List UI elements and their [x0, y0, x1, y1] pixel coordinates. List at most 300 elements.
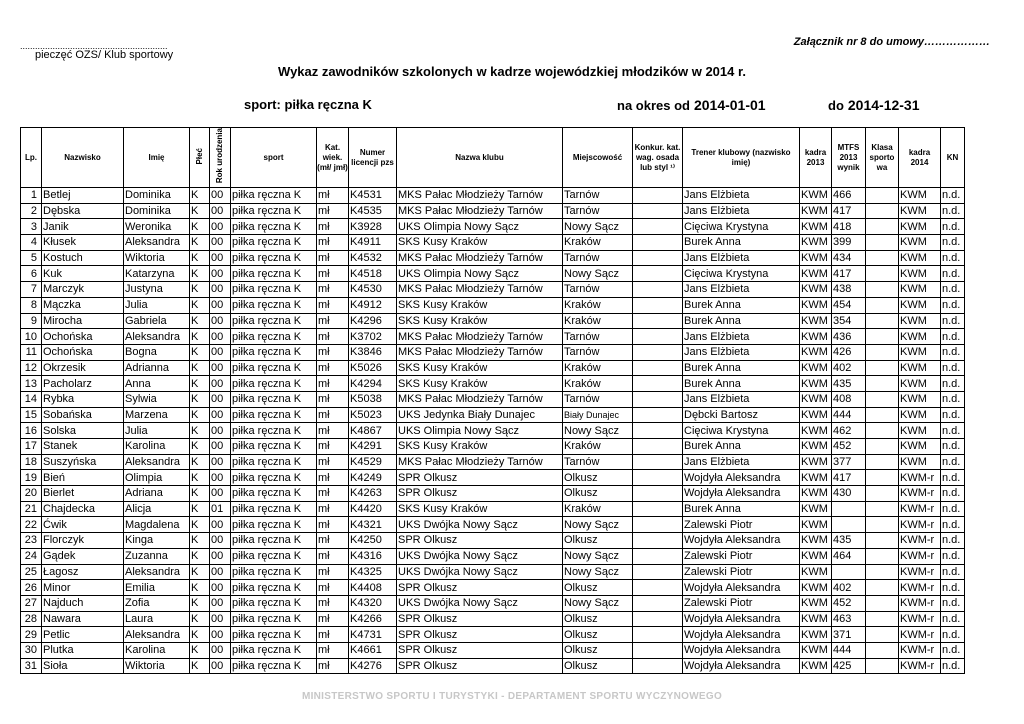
- cell-miejscowosc: Nowy Sącz: [563, 548, 633, 564]
- cell-mtfs: 426: [832, 344, 866, 360]
- cell-licencja: K4294: [349, 376, 397, 392]
- cell-plec: K: [190, 329, 210, 345]
- cell-kat: mł: [317, 219, 349, 235]
- cell-plec: K: [190, 407, 210, 423]
- cell-nazwisko: Rybka: [42, 391, 124, 407]
- cell-plec: K: [190, 391, 210, 407]
- cell-nazwisko: Betlej: [42, 188, 124, 204]
- cell-kn: n.d.: [941, 250, 965, 266]
- col-trener: Trener klubowy (nazwisko imię): [683, 128, 800, 188]
- cell-plec: K: [190, 219, 210, 235]
- cell-kn: n.d.: [941, 658, 965, 674]
- annex-label: Załącznik nr 8 do umowy………………: [793, 36, 990, 48]
- cell-rok: 00: [210, 470, 231, 486]
- cell-konkur: [633, 548, 683, 564]
- cell-mtfs: [832, 564, 866, 580]
- cell-imie: Emilia: [124, 580, 190, 596]
- cell-lp: 29: [21, 627, 42, 643]
- cell-lp: 6: [21, 266, 42, 282]
- cell-mtfs: 436: [832, 329, 866, 345]
- cell-nazwisko: Marczyk: [42, 282, 124, 298]
- cell-plec: K: [190, 423, 210, 439]
- cell-konkur: [633, 423, 683, 439]
- cell-klub: SPR Olkusz: [397, 611, 563, 627]
- cell-sport: piłka ręczna K: [231, 282, 317, 298]
- cell-plec: K: [190, 439, 210, 455]
- cell-lp: 15: [21, 407, 42, 423]
- cell-kat: mł: [317, 642, 349, 658]
- period-to-label: do: [828, 98, 844, 113]
- cell-rok: 00: [210, 627, 231, 643]
- cell-kn: n.d.: [941, 313, 965, 329]
- cell-lp: 11: [21, 344, 42, 360]
- cell-kn: n.d.: [941, 642, 965, 658]
- cell-miejscowosc: Nowy Sącz: [563, 423, 633, 439]
- cell-rok: 00: [210, 376, 231, 392]
- cell-nazwisko: Stanek: [42, 439, 124, 455]
- cell-kat: mł: [317, 501, 349, 517]
- cell-konkur: [633, 642, 683, 658]
- cell-konkur: [633, 407, 683, 423]
- cell-kat: mł: [317, 188, 349, 204]
- cell-sport: piłka ręczna K: [231, 439, 317, 455]
- cell-licencja: K4263: [349, 486, 397, 502]
- cell-klub: SKS Kusy Kraków: [397, 376, 563, 392]
- cell-kat: mł: [317, 454, 349, 470]
- cell-konkur: [633, 517, 683, 533]
- cell-imie: Karolina: [124, 439, 190, 455]
- cell-kadra2014: KWM: [899, 266, 941, 282]
- cell-nazwisko: Suszyńska: [42, 454, 124, 470]
- cell-sport: piłka ręczna K: [231, 548, 317, 564]
- cell-kadra2013: KWM: [800, 250, 832, 266]
- cell-imie: Zuzanna: [124, 548, 190, 564]
- cell-mtfs: 464: [832, 548, 866, 564]
- cell-trener: Jans Elżbieta: [683, 188, 800, 204]
- cell-klasa: [866, 642, 899, 658]
- cell-sport: piłka ręczna K: [231, 501, 317, 517]
- cell-mtfs: 434: [832, 250, 866, 266]
- cell-plec: K: [190, 282, 210, 298]
- cell-kn: n.d.: [941, 407, 965, 423]
- cell-klasa: [866, 188, 899, 204]
- cell-plec: K: [190, 313, 210, 329]
- cell-kn: n.d.: [941, 486, 965, 502]
- cell-mtfs: 377: [832, 454, 866, 470]
- cell-trener: Wojdyła Aleksandra: [683, 658, 800, 674]
- table-row: [21, 344, 965, 360]
- cell-licencja: K5038: [349, 391, 397, 407]
- cell-kadra2014: KWM: [899, 407, 941, 423]
- cell-sport: piłka ręczna K: [231, 344, 317, 360]
- cell-kadra2014: KWM-r: [899, 564, 941, 580]
- cell-konkur: [633, 235, 683, 251]
- cell-licencja: K3846: [349, 344, 397, 360]
- cell-sport: piłka ręczna K: [231, 297, 317, 313]
- stamp-dotted-line: ...........................................................: [20, 41, 168, 51]
- cell-sport: piłka ręczna K: [231, 533, 317, 549]
- cell-konkur: [633, 595, 683, 611]
- sport-label: sport: piłka ręczna K: [244, 97, 372, 112]
- cell-kat: mł: [317, 313, 349, 329]
- cell-kadra2014: KWM: [899, 250, 941, 266]
- cell-kn: n.d.: [941, 564, 965, 580]
- cell-plec: K: [190, 595, 210, 611]
- cell-miejscowosc: Nowy Sącz: [563, 266, 633, 282]
- cell-lp: 19: [21, 470, 42, 486]
- cell-rok: 00: [210, 407, 231, 423]
- cell-trener: Burek Anna: [683, 501, 800, 517]
- cell-kn: n.d.: [941, 282, 965, 298]
- cell-klasa: [866, 423, 899, 439]
- col-rok-label: Rok urodzenia: [215, 128, 224, 184]
- cell-kat: mł: [317, 250, 349, 266]
- cell-kadra2013: KWM: [800, 533, 832, 549]
- cell-imie: Dominika: [124, 188, 190, 204]
- table-row: [21, 391, 965, 407]
- cell-kadra2013: KWM: [800, 188, 832, 204]
- cell-kn: n.d.: [941, 391, 965, 407]
- cell-kadra2013: KWM: [800, 611, 832, 627]
- cell-kn: n.d.: [941, 517, 965, 533]
- cell-imie: Wiktoria: [124, 658, 190, 674]
- cell-kadra2013: KWM: [800, 548, 832, 564]
- cell-licencja: K4731: [349, 627, 397, 643]
- cell-mtfs: 444: [832, 642, 866, 658]
- cell-konkur: [633, 533, 683, 549]
- period-to: [828, 97, 920, 113]
- table-row: [21, 423, 965, 439]
- cell-trener: Wojdyła Aleksandra: [683, 611, 800, 627]
- cell-nazwisko: Ćwik: [42, 517, 124, 533]
- col-imie: Imię: [124, 128, 190, 188]
- cell-rok: 00: [210, 517, 231, 533]
- cell-klub: SPR Olkusz: [397, 642, 563, 658]
- cell-trener: Dębcki Bartosz: [683, 407, 800, 423]
- table-row: [21, 250, 965, 266]
- cell-kn: n.d.: [941, 329, 965, 345]
- cell-klub: MKS Pałac Młodzieży Tarnów: [397, 282, 563, 298]
- cell-rok: 00: [210, 642, 231, 658]
- cell-kadra2013: KWM: [800, 235, 832, 251]
- table-row: [21, 658, 965, 674]
- cell-kadra2014: KWM: [899, 282, 941, 298]
- cell-konkur: [633, 470, 683, 486]
- cell-nazwisko: Florczyk: [42, 533, 124, 549]
- cell-kat: mł: [317, 282, 349, 298]
- cell-plec: K: [190, 297, 210, 313]
- cell-klub: UKS Dwójka Nowy Sącz: [397, 517, 563, 533]
- cell-miejscowosc: Kraków: [563, 376, 633, 392]
- cell-kn: n.d.: [941, 266, 965, 282]
- cell-rok: 00: [210, 266, 231, 282]
- cell-klub: SPR Olkusz: [397, 580, 563, 596]
- cell-konkur: [633, 203, 683, 219]
- cell-trener: Jans Elżbieta: [683, 454, 800, 470]
- cell-lp: 26: [21, 580, 42, 596]
- cell-imie: Adriana: [124, 486, 190, 502]
- cell-kat: mł: [317, 627, 349, 643]
- cell-licencja: K4266: [349, 611, 397, 627]
- table-row: [21, 266, 965, 282]
- cell-klasa: [866, 548, 899, 564]
- cell-kat: mł: [317, 391, 349, 407]
- cell-lp: 27: [21, 595, 42, 611]
- cell-rok: 00: [210, 391, 231, 407]
- cell-nazwisko: Mirocha: [42, 313, 124, 329]
- cell-kadra2014: KWM-r: [899, 595, 941, 611]
- cell-klasa: [866, 282, 899, 298]
- cell-kat: mł: [317, 564, 349, 580]
- cell-kn: n.d.: [941, 188, 965, 204]
- col-kn: KN: [941, 128, 965, 188]
- cell-plec: K: [190, 642, 210, 658]
- cell-kn: n.d.: [941, 297, 965, 313]
- cell-licencja: K4321: [349, 517, 397, 533]
- cell-rok: 00: [210, 486, 231, 502]
- period-from-label: na okres od: [617, 98, 690, 113]
- cell-licencja: K5026: [349, 360, 397, 376]
- cell-nazwisko: Bień: [42, 470, 124, 486]
- cell-klub: MKS Pałac Młodzieży Tarnów: [397, 344, 563, 360]
- col-miejscowosc: Miejscowość: [563, 128, 633, 188]
- cell-imie: Zofia: [124, 595, 190, 611]
- cell-miejscowosc: Tarnów: [563, 329, 633, 345]
- cell-sport: piłka ręczna K: [231, 642, 317, 658]
- cell-licencja: K3928: [349, 219, 397, 235]
- cell-sport: piłka ręczna K: [231, 203, 317, 219]
- cell-kadra2013: KWM: [800, 391, 832, 407]
- cell-kadra2014: KWM-r: [899, 658, 941, 674]
- cell-kn: n.d.: [941, 533, 965, 549]
- cell-lp: 12: [21, 360, 42, 376]
- cell-klasa: [866, 627, 899, 643]
- cell-plec: K: [190, 658, 210, 674]
- cell-miejscowosc: Olkusz: [563, 580, 633, 596]
- cell-kat: mł: [317, 329, 349, 345]
- cell-rok: 00: [210, 313, 231, 329]
- cell-plec: K: [190, 203, 210, 219]
- cell-miejscowosc: Olkusz: [563, 486, 633, 502]
- cell-miejscowosc: Kraków: [563, 501, 633, 517]
- cell-klasa: [866, 360, 899, 376]
- cell-lp: 24: [21, 548, 42, 564]
- cell-klasa: [866, 313, 899, 329]
- cell-kat: mł: [317, 548, 349, 564]
- cell-kadra2014: KWM-r: [899, 517, 941, 533]
- cell-kadra2013: KWM: [800, 627, 832, 643]
- cell-plec: K: [190, 235, 210, 251]
- cell-kn: n.d.: [941, 595, 965, 611]
- cell-licencja: K4532: [349, 250, 397, 266]
- cell-kadra2013: KWM: [800, 329, 832, 345]
- cell-kadra2014: KWM: [899, 423, 941, 439]
- cell-trener: Cięciwa Krystyna: [683, 423, 800, 439]
- cell-miejscowosc: Tarnów: [563, 282, 633, 298]
- cell-plec: K: [190, 470, 210, 486]
- cell-kat: mł: [317, 407, 349, 423]
- cell-miejscowosc: Olkusz: [563, 533, 633, 549]
- cell-kn: n.d.: [941, 611, 965, 627]
- cell-klub: UKS Olimpia Nowy Sącz: [397, 266, 563, 282]
- cell-konkur: [633, 564, 683, 580]
- cell-imie: Aleksandra: [124, 329, 190, 345]
- cell-kadra2014: KWM: [899, 391, 941, 407]
- cell-klasa: [866, 470, 899, 486]
- cell-mtfs: 444: [832, 407, 866, 423]
- col-nazwisko: Nazwisko: [42, 128, 124, 188]
- cell-rok: 00: [210, 297, 231, 313]
- cell-kn: n.d.: [941, 627, 965, 643]
- cell-miejscowosc: Olkusz: [563, 470, 633, 486]
- cell-konkur: [633, 282, 683, 298]
- cell-lp: 28: [21, 611, 42, 627]
- cell-klub: UKS Dwójka Nowy Sącz: [397, 564, 563, 580]
- cell-mtfs: 435: [832, 533, 866, 549]
- cell-kadra2014: KWM: [899, 376, 941, 392]
- cell-mtfs: 466: [832, 188, 866, 204]
- cell-mtfs: 402: [832, 360, 866, 376]
- cell-imie: Laura: [124, 611, 190, 627]
- cell-klub: UKS Dwójka Nowy Sącz: [397, 548, 563, 564]
- cell-imie: Aleksandra: [124, 454, 190, 470]
- cell-kadra2013: KWM: [800, 501, 832, 517]
- cell-sport: piłka ręczna K: [231, 658, 317, 674]
- cell-kadra2013: KWM: [800, 266, 832, 282]
- cell-licencja: K4325: [349, 564, 397, 580]
- date-from: 2014-01-01: [693, 97, 766, 113]
- cell-mtfs: 408: [832, 391, 866, 407]
- cell-licencja: K4530: [349, 282, 397, 298]
- cell-kn: n.d.: [941, 423, 965, 439]
- cell-imie: Aleksandra: [124, 235, 190, 251]
- table-row: [21, 486, 965, 502]
- cell-klasa: [866, 580, 899, 596]
- cell-klasa: [866, 329, 899, 345]
- cell-klub: SKS Kusy Kraków: [397, 235, 563, 251]
- cell-sport: piłka ręczna K: [231, 313, 317, 329]
- cell-klub: MKS Pałac Młodzieży Tarnów: [397, 391, 563, 407]
- cell-trener: Zalewski Piotr: [683, 548, 800, 564]
- cell-klasa: [866, 266, 899, 282]
- cell-kadra2014: KWM: [899, 360, 941, 376]
- cell-klub: MKS Pałac Młodzieży Tarnów: [397, 250, 563, 266]
- cell-plec: K: [190, 188, 210, 204]
- table-row: [21, 595, 965, 611]
- table-row: [21, 517, 965, 533]
- cell-klub: SKS Kusy Kraków: [397, 360, 563, 376]
- col-kat: Kat. wiek. (mł/ jmł): [317, 128, 349, 188]
- cell-licencja: K4518: [349, 266, 397, 282]
- cell-sport: piłka ręczna K: [231, 219, 317, 235]
- cell-lp: 13: [21, 376, 42, 392]
- table-row: [21, 235, 965, 251]
- cell-kat: mł: [317, 533, 349, 549]
- cell-mtfs: 463: [832, 611, 866, 627]
- cell-licencja: K4276: [349, 658, 397, 674]
- cell-sport: piłka ręczna K: [231, 423, 317, 439]
- cell-klub: MKS Pałac Młodzieży Tarnów: [397, 203, 563, 219]
- cell-klasa: [866, 486, 899, 502]
- cell-rok: 00: [210, 203, 231, 219]
- cell-trener: Burek Anna: [683, 439, 800, 455]
- cell-konkur: [633, 501, 683, 517]
- cell-rok: 00: [210, 548, 231, 564]
- table-row: [21, 297, 965, 313]
- cell-lp: 1: [21, 188, 42, 204]
- cell-nazwisko: Gądek: [42, 548, 124, 564]
- cell-konkur: [633, 329, 683, 345]
- cell-imie: Dominika: [124, 203, 190, 219]
- cell-lp: 9: [21, 313, 42, 329]
- cell-nazwisko: Sioła: [42, 658, 124, 674]
- cell-rok: 00: [210, 282, 231, 298]
- cell-konkur: [633, 344, 683, 360]
- cell-licencja: K4531: [349, 188, 397, 204]
- table-row: [21, 564, 965, 580]
- date-to: 2014-12-31: [847, 97, 920, 113]
- cell-rok: 00: [210, 564, 231, 580]
- table-row: [21, 360, 965, 376]
- cell-kn: n.d.: [941, 580, 965, 596]
- cell-imie: Weronika: [124, 219, 190, 235]
- cell-kn: n.d.: [941, 219, 965, 235]
- cell-kadra2014: KWM-r: [899, 501, 941, 517]
- cell-trener: Burek Anna: [683, 313, 800, 329]
- cell-trener: Burek Anna: [683, 235, 800, 251]
- cell-konkur: [633, 297, 683, 313]
- players-table: [20, 127, 965, 674]
- cell-kadra2013: KWM: [800, 423, 832, 439]
- cell-plec: K: [190, 486, 210, 502]
- cell-mtfs: 417: [832, 470, 866, 486]
- cell-klub: UKS Dwójka Nowy Sącz: [397, 595, 563, 611]
- cell-kadra2013: KWM: [800, 407, 832, 423]
- cell-kadra2014: KWM-r: [899, 533, 941, 549]
- cell-kat: mł: [317, 235, 349, 251]
- cell-klasa: [866, 439, 899, 455]
- cell-mtfs: 435: [832, 376, 866, 392]
- cell-lp: 8: [21, 297, 42, 313]
- cell-lp: 22: [21, 517, 42, 533]
- cell-kn: n.d.: [941, 548, 965, 564]
- cell-klub: SKS Kusy Kraków: [397, 313, 563, 329]
- cell-plec: K: [190, 548, 210, 564]
- col-lp: Lp.: [21, 128, 42, 188]
- cell-kat: mł: [317, 203, 349, 219]
- table-row: [21, 376, 965, 392]
- document-title: Wykaz zawodników szkolonych w kadrze wojewódzkiej młodzików w 2014 r.: [278, 64, 746, 79]
- cell-mtfs: 462: [832, 423, 866, 439]
- cell-mtfs: 452: [832, 595, 866, 611]
- cell-kat: mł: [317, 360, 349, 376]
- cell-mtfs: 417: [832, 203, 866, 219]
- cell-imie: Bogna: [124, 344, 190, 360]
- cell-kat: mł: [317, 344, 349, 360]
- cell-miejscowosc: Tarnów: [563, 344, 633, 360]
- cell-miejscowosc: Tarnów: [563, 454, 633, 470]
- cell-kadra2014: KWM: [899, 203, 941, 219]
- cell-trener: Jans Elżbieta: [683, 329, 800, 345]
- cell-lp: 14: [21, 391, 42, 407]
- cell-kadra2013: KWM: [800, 517, 832, 533]
- cell-mtfs: 402: [832, 580, 866, 596]
- cell-plec: K: [190, 611, 210, 627]
- cell-kat: mł: [317, 423, 349, 439]
- cell-sport: piłka ręczna K: [231, 266, 317, 282]
- cell-lp: 4: [21, 235, 42, 251]
- cell-kadra2014: KWM: [899, 344, 941, 360]
